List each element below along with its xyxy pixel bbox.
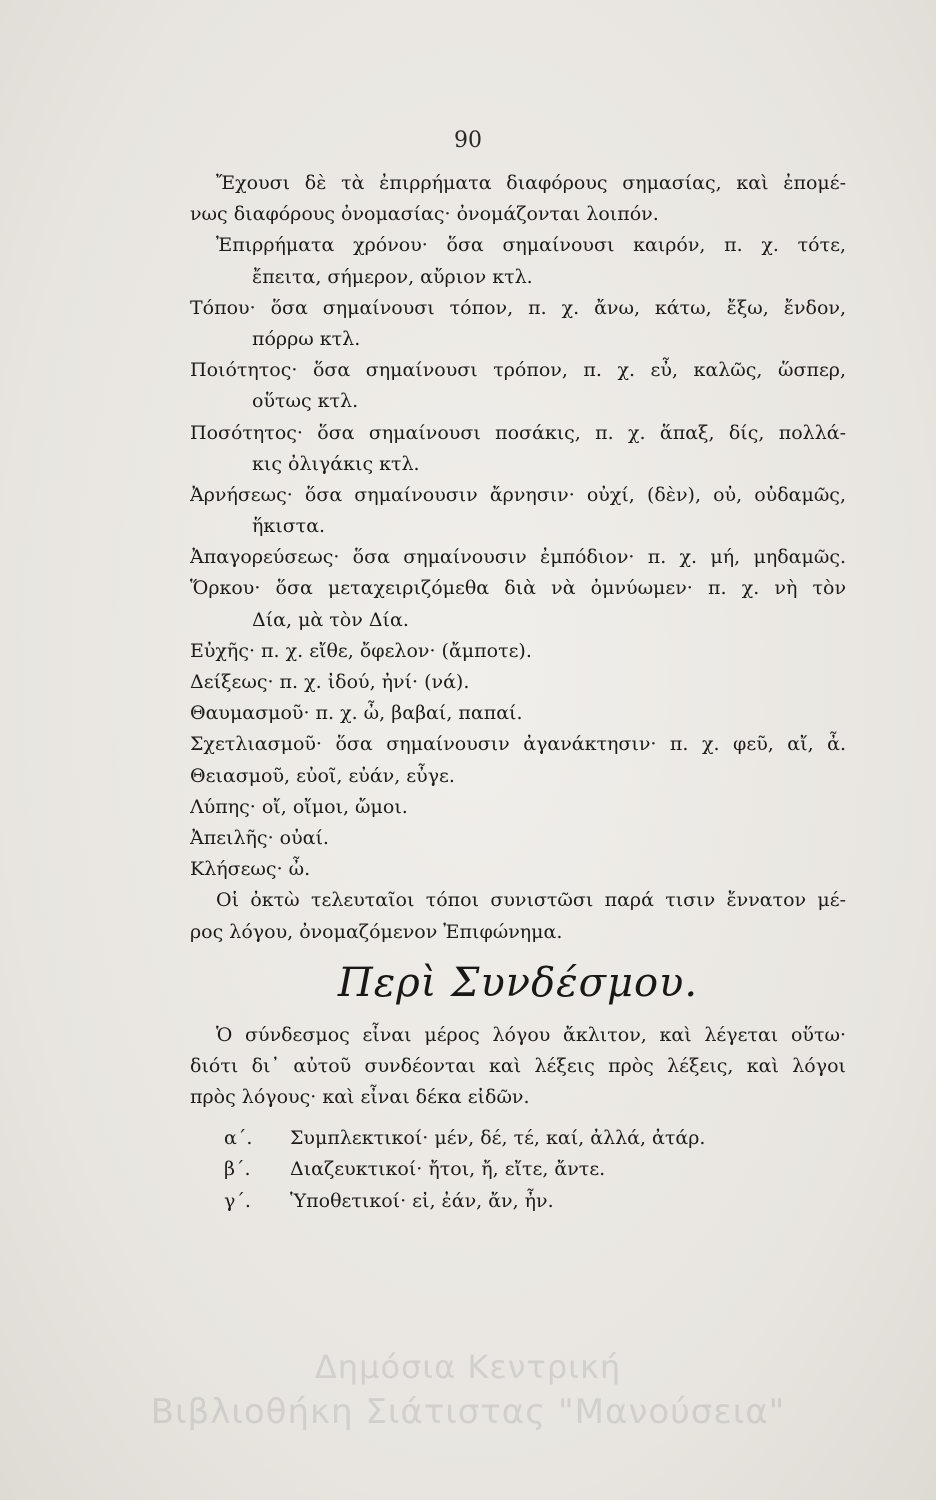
- list-item: [190, 1123, 846, 1154]
- list-item: [190, 1186, 846, 1217]
- text-line: Εὐχῆς· π. χ. εἴθε, ὄφελον· (ἄμποτε).: [190, 639, 532, 662]
- text-line: νως διαφόρους ὀνομασίας· ὀνομάζονται λοιπόν.: [190, 203, 659, 226]
- watermark-line-2: Βιβλιοθήκη Σιάτιστας "Μανούσεια": [150, 1392, 786, 1432]
- text-line: Δείξεως· π. χ. ἰδού, ἠνί· (νά).: [190, 671, 470, 693]
- text-line: Δία, μὰ τὸν Δία.: [252, 608, 409, 631]
- conjunction-paragraph: [190, 1020, 846, 1114]
- text-line: Ἐπιρρήματα χρόνου· ὅσα σημαίνουσι καιρόν, π. χ. τότε,: [216, 234, 846, 257]
- text-line: οὕτως κτλ.: [252, 390, 359, 413]
- text-line: Ἀπαγορεύσεως· ὅσα σημαίνουσιν ἐμπόδιον· π. χ. μή, μηδαμῶς.: [190, 546, 846, 569]
- page-text: [190, 168, 846, 1217]
- text-line: Ποιότητος· ὅσα σημαίνουσι τρόπον, π. χ. εὖ, καλῶς, ὥσπερ,: [190, 359, 846, 382]
- text-line: Ἔχουσι δὲ τὰ ἐπιρρήματα διαφόρους σημασίας, καὶ ἐπομέ-: [216, 172, 846, 194]
- text-line: Ἀπειλῆς· οὐαί.: [190, 826, 329, 849]
- list-item-marker: β΄.: [224, 1158, 251, 1181]
- text-line: Σχετλιασμοῦ· ὅσα σημαίνουσιν ἀγανάκτησιν· π. χ. φεῦ, αἴ, ἆ.: [190, 733, 846, 756]
- section-heading: Περὶ Συνδέσμου.: [337, 959, 699, 1006]
- text-line: ἔπειτα, σήμερον, αὔριον κτλ.: [252, 265, 533, 288]
- text-line: Θαυμασμοῦ· π. χ. ὦ, βαβαί, παπαί.: [190, 702, 523, 725]
- list-item-text: Συμπλεκτικοί· μέν, δέ, τέ, καί, ἀλλά, ἀτάρ.: [290, 1127, 706, 1150]
- paragraph-line: διότι δι᾽ αὐτοῦ συνδέονται καὶ λέξεις πρὸς λέξεις, καὶ λόγοι: [190, 1054, 846, 1077]
- watermark-line-1: Δημόσια Κεντρική: [314, 1348, 622, 1386]
- text-line: Ὅρκου· ὅσα μεταχειριζόμεθα διὰ νὰ ὀμνύωμεν· π. χ. νὴ τὸν: [190, 577, 846, 600]
- list-item-marker: γ΄.: [224, 1189, 251, 1212]
- text-line: Κλήσεως· ὦ.: [190, 858, 311, 881]
- text-line: Οἱ ὀκτὼ τελευταῖοι τόποι συνιστῶσι παρά τισιν ἔννατον μέ-: [216, 889, 846, 912]
- text-line: ρος λόγου, ὀνομαζόμενον Ἐπιφώνημα.: [190, 920, 563, 943]
- text-line: Θειασμοῦ, εὐοῖ, εὐάν, εὖγε.: [190, 764, 455, 787]
- list-item-text: Ὑποθετικοί· εἰ, ἐάν, ἄν, ἦν.: [290, 1189, 554, 1212]
- list-item-text: Διαζευκτικοί· ἤτοι, ἤ, εἴτε, ἄντε.: [290, 1158, 606, 1181]
- list-item-marker: α΄.: [224, 1127, 253, 1150]
- text-line: πόρρω κτλ.: [252, 327, 361, 350]
- text-line: Τόπου· ὅσα σημαίνουσι τόπον, π. χ. ἄνω, κάτω, ἔξω, ἔνδον,: [190, 296, 846, 319]
- paragraph-line: Ὁ σύνδεσμος εἶναι μέρος λόγου ἄκλιτον, καὶ λέγεται οὕτω·: [216, 1023, 846, 1046]
- text-line: Ποσότητος· ὅσα σημαίνουσι ποσάκις, π. χ. ἅπαξ, δίς, πολλά-: [190, 421, 846, 444]
- page-number: 90: [454, 128, 482, 153]
- text-line: Ἀρνήσεως· ὅσα σημαίνουσιν ἄρνησιν· οὐχί, (δὲν), οὐ, οὐδαμῶς,: [190, 483, 846, 506]
- text-line: Λύπης· οἴ, οἴμοι, ὤμοι.: [190, 795, 408, 818]
- list-item: [190, 1154, 846, 1185]
- text-line: ἥκιστα.: [252, 515, 326, 538]
- paragraph-line: πρὸς λόγους· καὶ εἶναι δέκα εἰδῶν.: [190, 1086, 530, 1109]
- text-line: κις ὀλιγάκις κτλ.: [252, 452, 420, 475]
- adverb-types-section: [190, 168, 846, 948]
- conjunction-list: [190, 1123, 846, 1217]
